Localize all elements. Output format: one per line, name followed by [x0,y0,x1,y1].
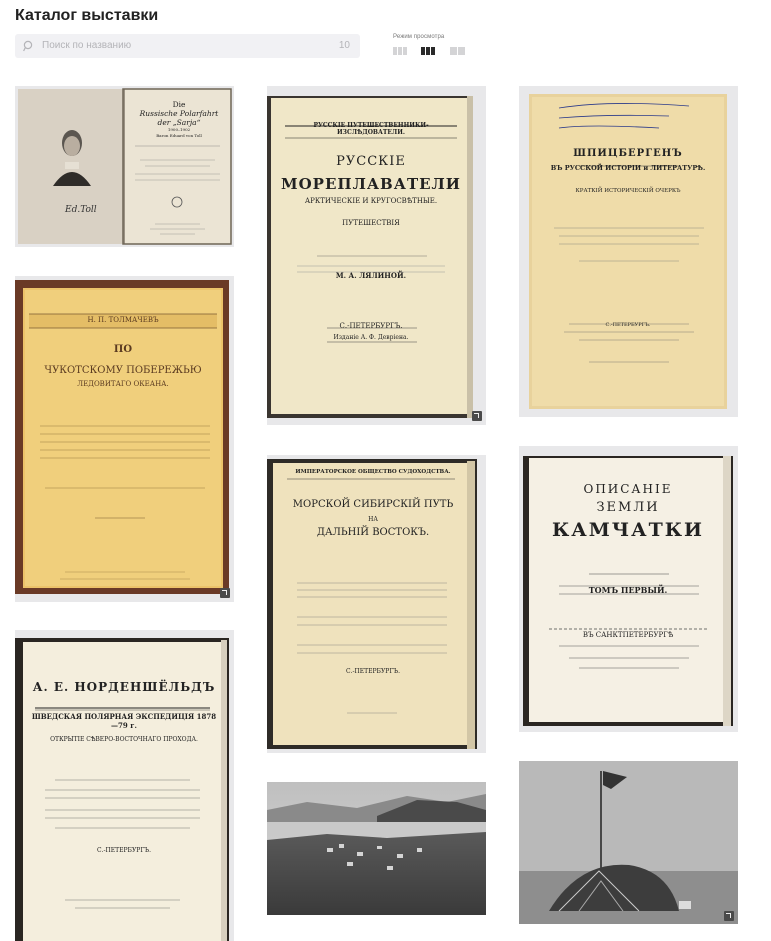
cover-text: М. А. ЛЯЛИНОЙ. [335,271,407,280]
cover-text: ПО [113,344,133,355]
expand-icon[interactable] [472,411,482,421]
catalog-item[interactable] [519,761,738,924]
catalog-item[interactable] [519,446,738,732]
cover-text: ВЪ САНКТПЕТЕРБУРГѢ [582,631,674,639]
cover-text: АРКТИЧЕСКІЕ И КРУГОСВѢТНЫЕ. [304,197,438,205]
cover-text: ШВЕДСКАЯ ПОЛЯРНАЯ ЭКСПЕДИЦІЯ 1878—79 г. [31,712,217,730]
cover-text: С.-ПЕТЕРБУРГЪ. [346,668,400,675]
cover-text: Н. П. ТОЛМАЧЕВЪ [87,316,159,324]
cover-text: ОТКРЫТІЕ СѢВЕРО-ВОСТОЧНАГО ПРОХОДА. [50,736,198,743]
cover-text: ЗЕМЛИ [596,500,660,515]
cover-text: Russische Polarfahrt [139,109,219,118]
cover-text: С.-ПЕТЕРБУРГЪ. [339,322,403,330]
cover-text: ИМПЕРАТОРСКОЕ ОБЩЕСТВО СУДОХОДСТВА. [295,469,451,475]
cover-text: 1900–1902 [167,127,191,132]
view-mode-grid-button[interactable] [421,47,435,55]
catalog-item[interactable] [267,86,486,425]
cover-text: МОРСКОЙ СИБИРСКІЙ ПУТЬ [292,499,454,510]
cover-text: КРАТКІЙ ИСТОРИЧЕСКІЙ ОЧЕРКЪ [575,188,681,194]
landscape-photo [267,782,486,915]
cover-text: НА [368,516,378,523]
cover-text: der „Sarja“ [157,118,201,127]
search-icon [23,40,35,52]
catalog-item[interactable] [519,86,738,417]
cover-text: МОРЕПЛАВАТЕЛИ [281,175,461,193]
page-title: Каталог выставки [15,7,159,24]
catalog-item[interactable] [15,86,234,247]
catalog-item[interactable] [267,782,486,915]
view-mode-large-button[interactable] [450,47,465,55]
cover-text: РУССКІЕ [336,154,406,169]
cover-text: А. Е. НОРДЕНШЁЛЬДЪ [32,680,216,694]
expand-icon[interactable] [724,911,734,921]
cover-text: ВЪ РУССКОЙ ИСТОРІИ и ЛИТЕРАТУРѢ. [550,164,706,172]
cover-text: Die [172,100,186,109]
cover-text: ПУТЕШЕСТВІЯ [342,219,400,227]
cover-text: ДАЛЬНІЙ ВОСТОКЪ. [316,527,430,538]
catalog-item[interactable] [267,455,486,753]
view-mode-list-button[interactable] [393,47,407,55]
view-mode-label: Режим просмотра [393,34,445,40]
search-placeholder: Поиск по названию [42,40,132,51]
search-input[interactable] [15,34,360,58]
svg-text:Ed.Toll: Ed.Toll [65,205,97,215]
cover-text: РУССКІЕ ПУТЕШЕСТВЕННИКИ-ИЗСЛѢДОВАТЕЛИ. [313,122,429,136]
cover-text: КАМЧАТКИ [552,519,704,541]
cover-text: С.-ПЕТЕРБУРГЪ. [605,322,651,328]
expand-icon[interactable] [220,588,230,598]
expedition-flag-photo [519,761,738,924]
cover-text: ОПИСАНІЕ [583,482,673,496]
catalog-item[interactable] [15,276,234,602]
cover-text: Изданіе А. Ф. Девріена. [333,334,409,341]
cover-text: Baron Eduard von Toll [156,133,202,138]
cover-text: С.-ПЕТЕРБУРГЪ. [97,847,151,854]
catalog-item[interactable] [15,630,234,941]
cover-text: ШПИЦБЕРГЕНЪ [573,148,683,159]
result-count: 10 [338,40,350,51]
cover-text: ЛЕДОВИТАГО ОКЕАНА. [77,380,169,388]
cover-text: ТОМЪ ПЕРВЫЙ. [588,585,668,595]
cover-text: ЧУКОТСКОМУ ПОБЕРЕЖЬЮ [44,365,202,376]
